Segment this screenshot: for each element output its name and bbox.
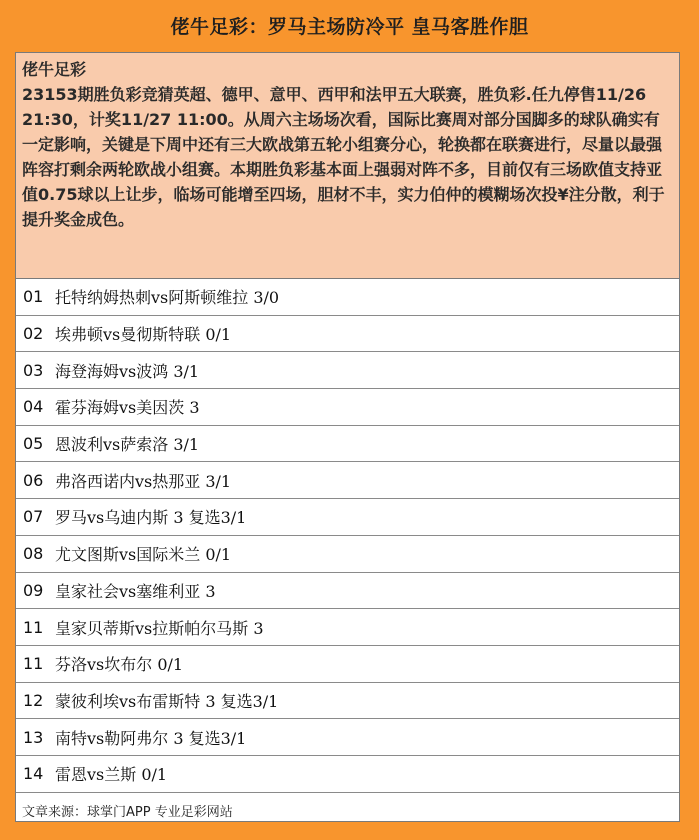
match-number: 12 xyxy=(23,690,44,710)
match-number: 07 xyxy=(23,507,44,527)
match-row xyxy=(16,389,679,426)
match-row xyxy=(16,536,679,573)
match-number: 05 xyxy=(23,434,44,454)
intro-text: 23153期胜负彩竞猜英超、德甲、意甲、西甲和法甲五大联赛，胜负彩.任九停售11/26 21:30，计奖11/27 11:00。从周六主场场次看，国际比赛周对部分国脚多的球队确实有一定影响，关键是下周中还有三大欧战第五轮小组赛分心，轮换都在联赛进行，尽量以最强阵容打剩余两轮欧战小组赛。本期胜负彩基本面上强弱对阵不多，目前仅有三场欧值支持亚值0.75球以上让步，临场可能增至四场，胆材不丰，实力伯仲的模糊场次投¥注分散，利于提升奖金成色。 xyxy=(22,85,665,229)
match-pick: 皇家社会vs塞维利亚 3 xyxy=(55,581,216,601)
match-number: 03 xyxy=(23,360,44,380)
match-row xyxy=(16,646,679,683)
match-number: 06 xyxy=(23,470,44,490)
match-pick: 埃弗顿vs曼彻斯特联 0/1 xyxy=(55,325,232,345)
match-pick: 芬洛vs坎布尔 0/1 xyxy=(55,655,184,675)
match-row xyxy=(16,683,679,720)
match-row xyxy=(16,499,679,536)
match-row xyxy=(16,316,679,353)
match-pick: 霍芬海姆vs美因茨 3 xyxy=(55,398,200,418)
intro-source: 佬牛足彩 xyxy=(22,60,87,79)
match-row xyxy=(16,279,679,316)
source-footer: 文章来源：球掌门APP 专业足彩网站 xyxy=(22,805,233,821)
match-row xyxy=(16,462,679,499)
match-number: 13 xyxy=(23,727,44,747)
match-row xyxy=(16,609,679,646)
match-number: 08 xyxy=(23,544,44,564)
match-pick: 海登海姆vs波鸿 3/1 xyxy=(55,361,200,381)
match-number: 02 xyxy=(23,324,44,344)
match-row xyxy=(16,719,679,756)
intro-block xyxy=(16,53,679,279)
prediction-sheet xyxy=(15,52,680,822)
match-pick: 尤文图斯vs国际米兰 0/1 xyxy=(55,545,232,565)
match-row xyxy=(16,352,679,389)
match-row xyxy=(16,573,679,610)
match-pick: 南特vs勒阿弗尔 3 复选3/1 xyxy=(55,728,247,748)
match-pick: 罗马vs乌迪内斯 3 复选3/1 xyxy=(55,508,247,528)
match-number: 11 xyxy=(23,654,44,674)
match-number: 09 xyxy=(23,580,44,600)
match-row xyxy=(16,426,679,463)
match-pick: 托特纳姆热刺vs阿斯顿维拉 3/0 xyxy=(55,288,280,308)
match-pick: 恩波利vs萨索洛 3/1 xyxy=(55,435,200,455)
match-pick: 弗洛西诺内vs热那亚 3/1 xyxy=(55,471,232,491)
match-number: 11 xyxy=(23,617,44,637)
match-row xyxy=(16,756,679,793)
match-number: 14 xyxy=(23,764,44,784)
match-pick: 蒙彼利埃vs布雷斯特 3 复选3/1 xyxy=(55,691,279,711)
match-pick: 皇家贝蒂斯vs拉斯帕尔马斯 3 xyxy=(55,618,264,638)
match-number: 01 xyxy=(23,287,44,307)
match-number: 04 xyxy=(23,397,44,417)
match-pick: 雷恩vs兰斯 0/1 xyxy=(55,765,168,785)
article-title: 佬牛足彩：罗马主场防冷平 皇马客胜作胆 xyxy=(170,16,529,38)
